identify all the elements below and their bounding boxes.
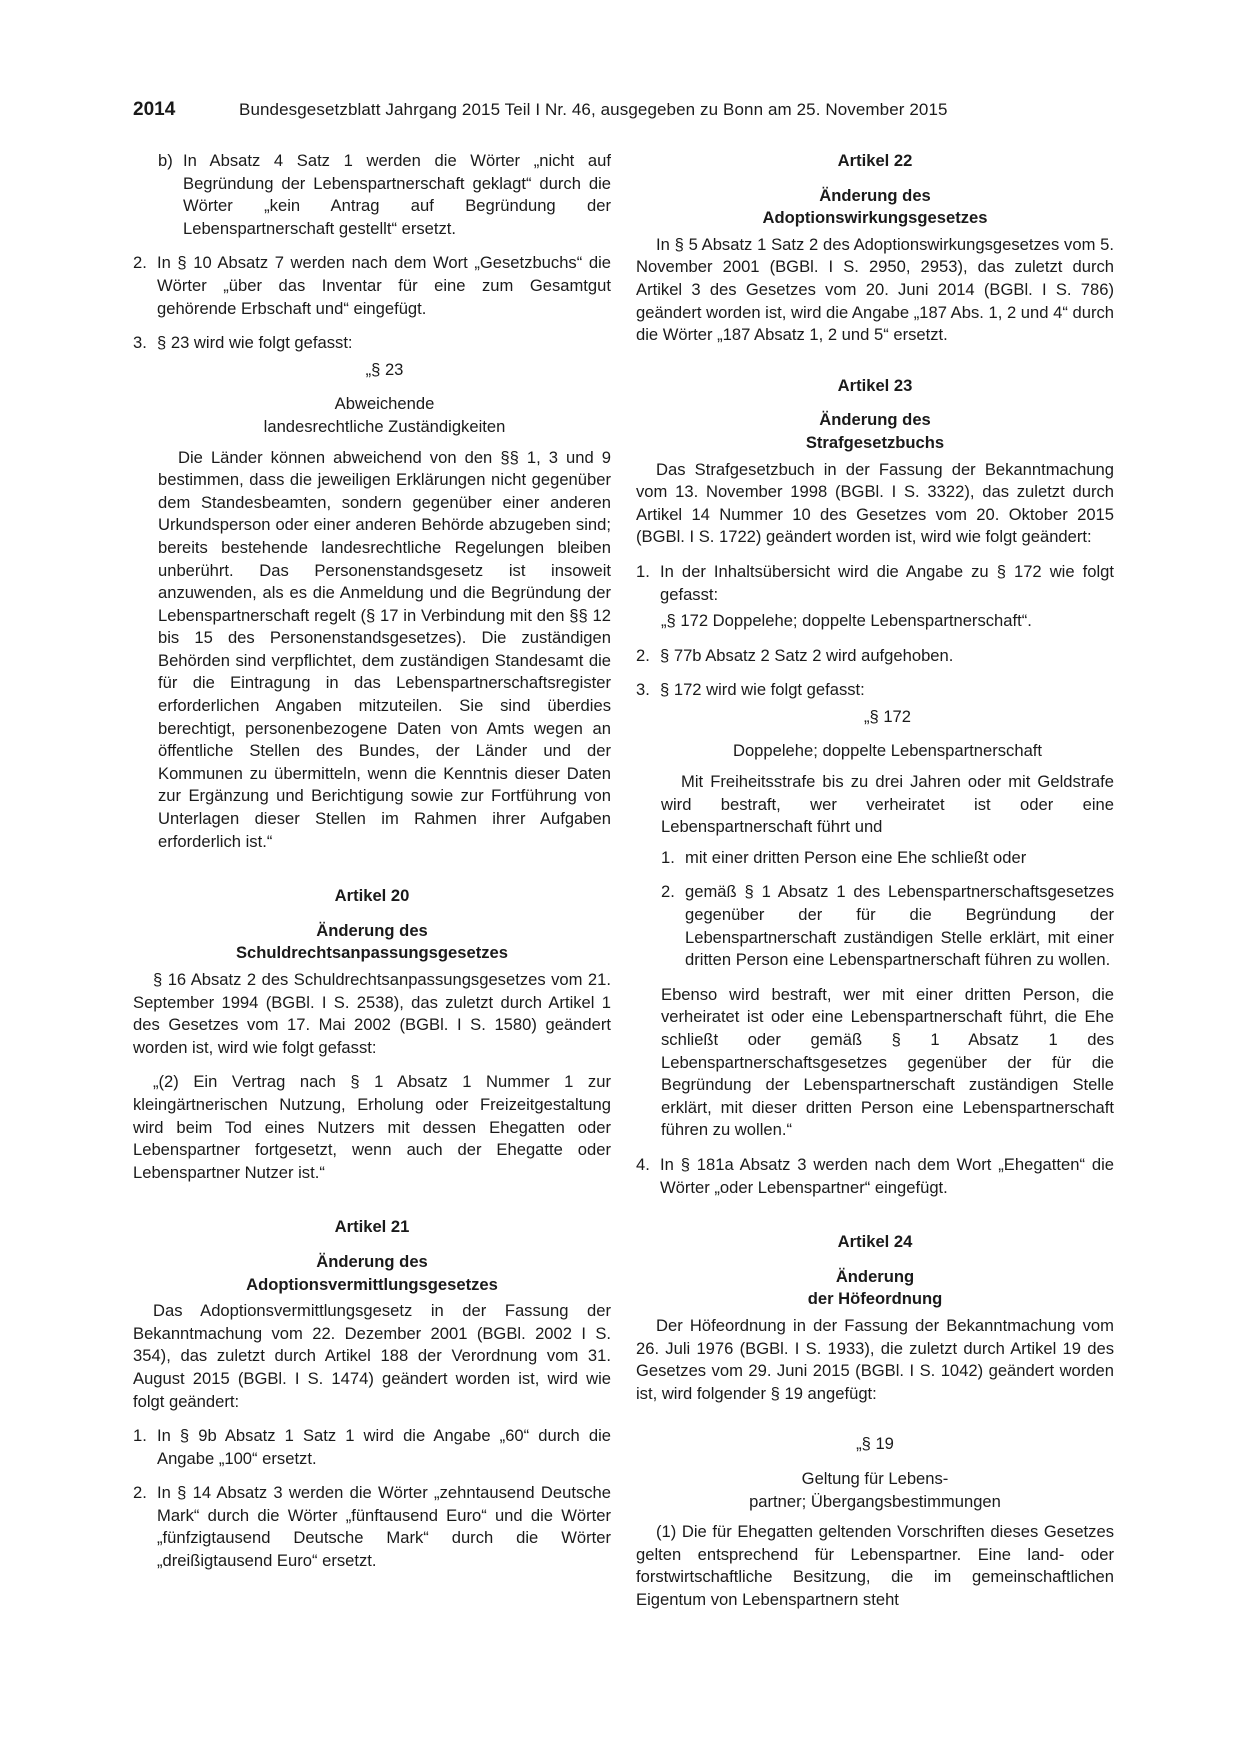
item-number: 1. (636, 561, 650, 581)
list-item (636, 1154, 1114, 1199)
section-title: partner; Übergangsbestimmungen (749, 1491, 1001, 1511)
item-number: 1. (661, 847, 675, 867)
item-text: § 77b Absatz 2 Satz 2 wird aufgehoben. (660, 645, 954, 665)
item-text: In § 9b Absatz 1 Satz 1 wird die Angabe „60“ durch die Angabe „100“ ersetzt. (157, 1426, 611, 1468)
list-item (133, 1482, 611, 1572)
section-title: Doppelehe; doppelte Lebenspartnerschaft (732, 741, 1043, 761)
article-label: Artikel 21 (334, 1217, 410, 1237)
item-text: In der Inhaltsübersicht wird die Angabe zu § 172 wie folgt gefasst: (660, 561, 1114, 604)
page-header (133, 99, 1113, 129)
page-number: 2014 (133, 99, 176, 120)
section-title: Abweichende (334, 394, 435, 414)
article-label: Artikel 20 (334, 886, 410, 906)
item-text: mit einer dritten Person eine Ehe schließt oder (685, 847, 1027, 867)
article-body: Der Höfeordnung in der Fassung der Bekanntmachung vom 26. Juli 1976 (BGBl. I S. 1933), die zuletzt durch Artikel 19 des Gesetzes vom 29. Juni 2015 (BGBl. I S. 1042) geändert worden ist, wird folgender § 19 angefügt: (636, 1315, 1114, 1403)
article-title: Änderung des (316, 920, 428, 940)
item-text: § 172 wird wie folgt gefasst: (660, 680, 865, 700)
section-heading: „§ 172 (863, 706, 912, 726)
item-number: 1. (133, 1426, 147, 1446)
item-number: 4. (636, 1154, 650, 1174)
article-title: Änderung des (316, 1251, 428, 1271)
list-item (636, 561, 1114, 606)
section-body: Die Länder können abweichend von den §§ 1, 3 und 9 bestimmen, dass die jeweiligen Erklärungen nicht gegenüber dem Standesbeamten, sondern gegenüber einer anderen Urkundsperson oder einer anderen Behörde abzugeben sind; bereits bestehende landesrechtliche Regelungen bleiben unberührt. Das Personenstandsgesetz ist insoweit anzuwenden, als es die Anmeldung und die Begründung der Lebenspartnerschaft regelt (§ 17 in Verbindung mit den §§ 12 bis 15 des Personenstandsgesetzes). Die zuständigen Behörden sind verpflichtet, dem zuständigen Standesamt die für die Eintragung in das Lebenspartnerschaftsregister erforderlichen Angaben mitzuteilen. Sie sind überdies berechtigt, personenbezogene Daten von Amts wegen an öffentliche Stellen des Bundes, der Länder und der Kommunen zu übermitteln, wenn die Kenntnis dieser Daten zur Ergänzung und Berichtigung sowie zur Fortführung von Unterlagen dieser Stellen im Rahmen ihrer Aufgaben erforderlich ist.“ (158, 447, 611, 851)
left-column (133, 150, 611, 1585)
section-title: landesrechtliche Zuständigkeiten (263, 416, 506, 436)
article-body: Das Strafgesetzbuch in der Fassung der Bekanntmachung vom 13. November 1998 (BGBl. I S. 3322), das zuletzt durch Artikel 14 Nummer 10 des Gesetzes vom 20. Oktober 2015 (BGBl. I S. 1722) geändert worden ist, wird wie folgt geändert: (636, 459, 1114, 547)
item-number: 3. (636, 680, 650, 700)
article-title: Schuldrechtsanpassungsgesetzes (235, 943, 509, 963)
right-column (636, 150, 1114, 1611)
article-title: Adoptionswirkungsgesetzes (762, 208, 988, 228)
quoted-section-23 (158, 359, 611, 853)
list-item (133, 1425, 611, 1470)
section-body: Mit Freiheitsstrafe bis zu drei Jahren oder mit Geldstrafe wird bestraft, wer verheiratet ist oder eine Lebenspartnerschaft führt und (661, 772, 1114, 837)
section-body: (1) Die für Ehegatten geltenden Vorschriften dieses Gesetzes gelten entsprechend für Lebenspartner. Eine land- oder forstwirtschaftliche Besitzung, die im gemeinschaftlichen Eigentum von Lebenspartnern steht (636, 1522, 1114, 1609)
running-head: Bundesgesetzblatt Jahrgang 2015 Teil I Nr. 46, ausgegeben zu Bonn am 25. November 2015 (239, 100, 948, 119)
item-text: In § 14 Absatz 3 werden die Wörter „zehntausend Deutsche Mark“ durch die Wörter „fünftausend Euro“ und die Wörter „fünfzigtausend Deutsche Mark“ durch die Wörter „dreißigtausend Euro“ ersetzt. (157, 1483, 611, 1571)
item-number: 3. (133, 333, 147, 353)
item-text: In Absatz 4 Satz 1 werden die Wörter „nicht auf Begründung der Lebenspartnerschaft geklagt“ durch die Wörter „kein Antrag auf Begründung der Lebenspartnerschaft gestellt“ ersetzt. (183, 151, 611, 238)
article-body: In § 5 Absatz 1 Satz 2 des Adoptionswirkungsgesetzes vom 5. November 2001 (BGBl. I S. 2950, 2953), das zuletzt durch Artikel 3 des Gesetzes vom 20. Juni 2014 (BGBl. I S. 786) geändert worden ist, wird die Angabe „187 Abs. 1, 2 und 4“ durch die Wörter „187 Absatz 1, 2 und 5“ ersetzt. (636, 234, 1114, 345)
item-text: § 23 wird wie folgt gefasst: (157, 333, 353, 353)
article-title: Änderung (835, 1266, 915, 1286)
item-text: In § 10 Absatz 7 werden nach dem Wort „Gesetzbuchs“ die Wörter „über das Inventar für eine zum Gesamtgut gehörende Erbschaft und“ eingefügt. (157, 253, 611, 318)
item-number: 2. (133, 1483, 147, 1503)
article-label: Artikel 22 (837, 151, 913, 170)
article-title: Änderung des (819, 410, 931, 430)
list-item (158, 150, 611, 240)
item-text: In § 181a Absatz 3 werden nach dem Wort „Ehegatten“ die Wörter „oder Lebenspartner“ eingefügt. (660, 1154, 1114, 1197)
section-heading: „§ 23 (365, 359, 404, 379)
article-title: der Höfeordnung (807, 1289, 943, 1309)
article-label: Artikel 24 (837, 1232, 913, 1252)
article-quote: „(2) Ein Vertrag nach § 1 Absatz 1 Nummer 1 zur kleingärtnerischen Nutzung, Erholung oder Freizeitgestaltung wird beim Tod eines Nutzers mit dessen Ehegatten oder Lebenspartner fortgesetzt, wenn auch der Ehegatte oder Lebenspartner Nutzer ist.“ (133, 1072, 611, 1182)
article-title: Änderung des (819, 185, 931, 205)
item-text: gemäß § 1 Absatz 1 des Lebenspartnerschaftsgesetzes gegenüber der für die Begründung der Lebenspartnerschaft zuständigen Stelle erklärt, mit einer dritten Person eine Lebenspartnerschaft führen zu wollen. (685, 882, 1114, 970)
inline-quote: „§ 172 Doppelehe; doppelte Lebenspartnerschaft“. (661, 611, 1032, 631)
quoted-section-172 (661, 706, 1114, 839)
article-body: § 16 Absatz 2 des Schuldrechtsanpassungsgesetzes vom 21. September 1994 (BGBl. I S. 2538), das zuletzt durch Artikel 1 des Gesetzes vom 17. Mai 2002 (BGBl. I S. 1580) geändert worden ist, wird wie folgt gefasst: (133, 970, 611, 1057)
item-number: b) (158, 151, 173, 170)
list-item (133, 252, 611, 320)
article-label: Artikel 23 (837, 375, 913, 395)
item-number: 2. (636, 645, 650, 665)
section-heading: „§ 19 (856, 1434, 894, 1454)
section-body: Ebenso wird bestraft, wer mit einer dritten Person, die verheiratet ist oder eine Lebenspartnerschaft führt, die Ehe schließt oder gemäß § 1 Absatz 1 des Lebenspartnerschaftsgesetzes gegenüber der für die Begründung der Lebenspartnerschaft zuständigen Stelle erklärt, mit dieser dritten Person eine Lebenspartnerschaft führen zu wollen.“ (661, 984, 1114, 1140)
article-title: Strafgesetzbuchs (805, 432, 945, 452)
item-number: 2. (133, 253, 147, 273)
list-item (133, 332, 611, 355)
list-item (661, 881, 1114, 971)
item-number: 2. (661, 882, 675, 902)
article-title: Adoptionsvermittlungsgesetzes (246, 1274, 498, 1294)
list-item (636, 679, 1114, 702)
list-item (661, 847, 1114, 870)
article-body: Das Adoptionsvermittlungsgesetz in der Fassung der Bekanntmachung vom 22. Dezember 2001 (BGBl. 2002 I S. 354), das zuletzt durch Artikel 188 der Verordnung vom 31. August 2015 (BGBl. I S. 1474) geändert worden ist, wird wie folgt geändert: (133, 1301, 611, 1411)
section-title: Geltung für Lebens- (801, 1468, 949, 1488)
list-item (636, 645, 1114, 668)
